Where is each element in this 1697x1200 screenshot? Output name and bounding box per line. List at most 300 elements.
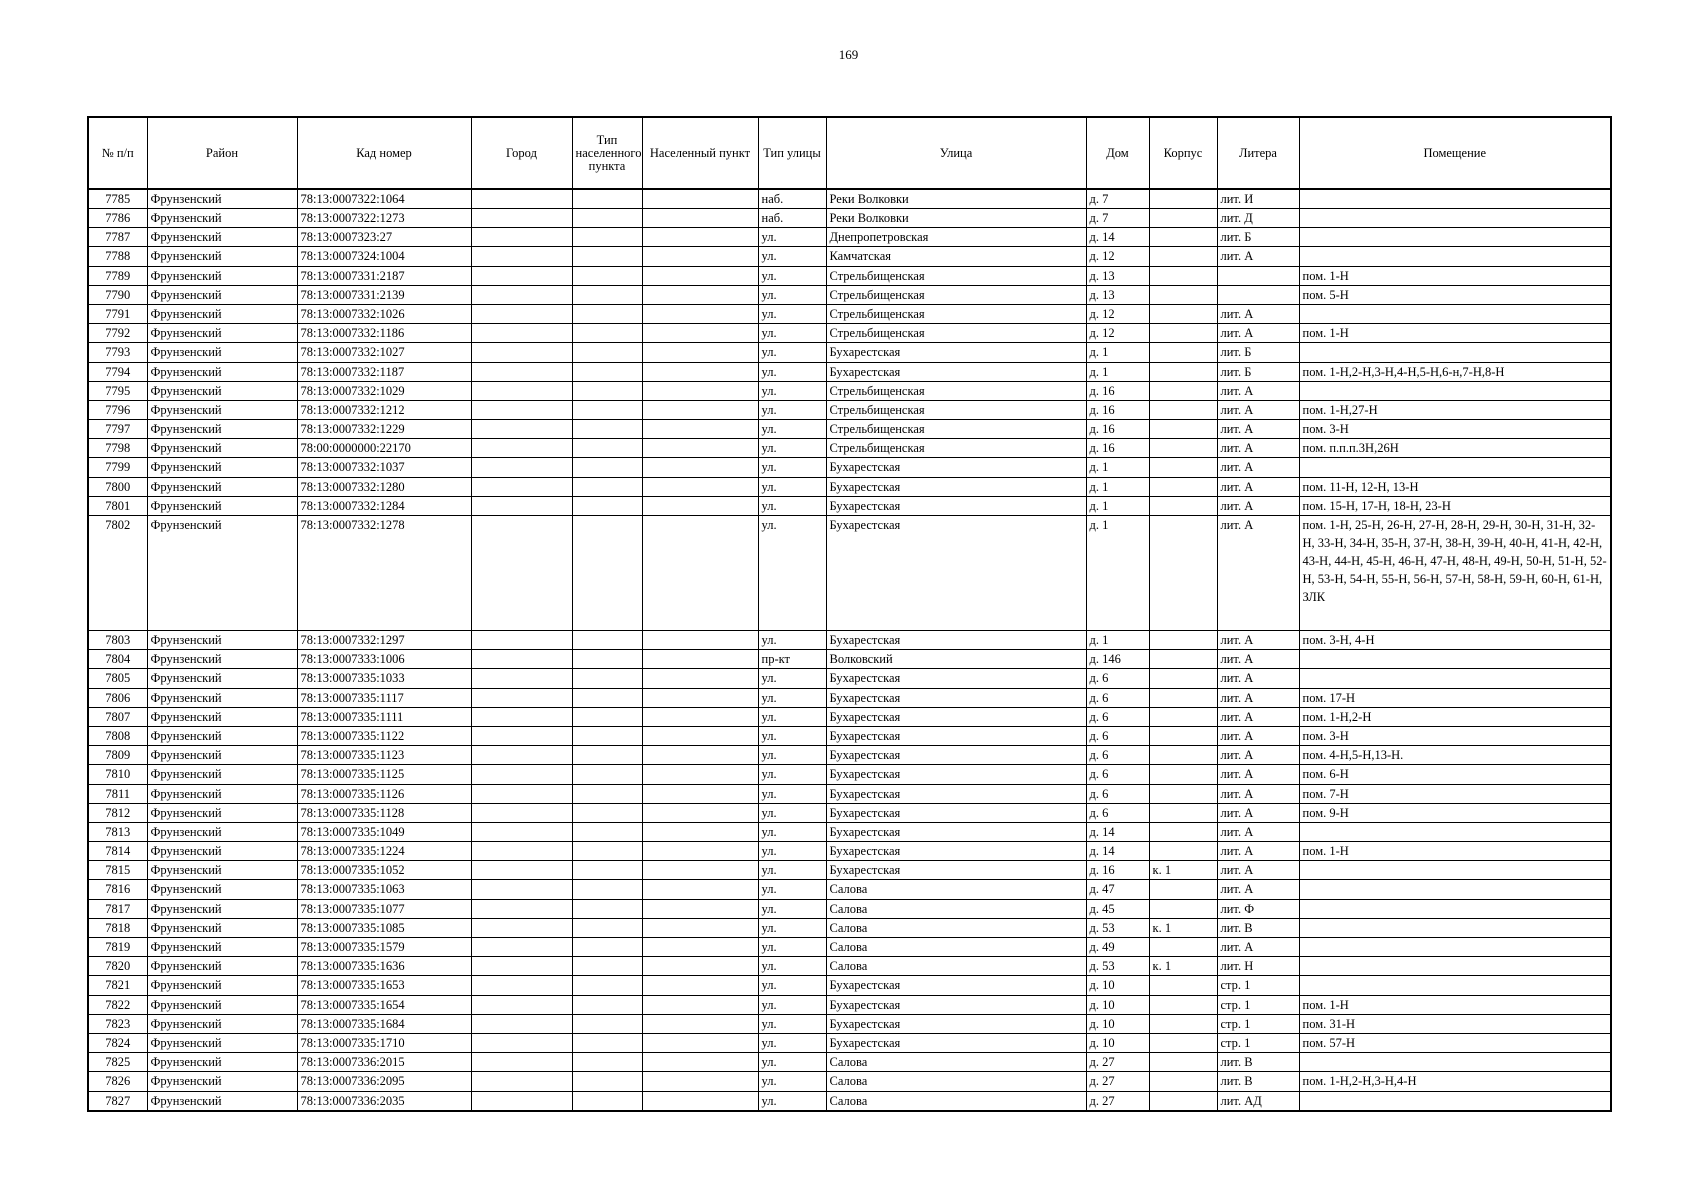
cell-house: д. 45 — [1086, 899, 1149, 918]
cell-city — [471, 420, 572, 439]
cell-street: Бухарестская — [826, 995, 1086, 1014]
cell-city — [471, 707, 572, 726]
cell-district: Фрунзенский — [147, 400, 297, 419]
cell-house: д. 6 — [1086, 688, 1149, 707]
cell-settlement — [642, 746, 758, 765]
cell-district: Фрунзенский — [147, 209, 297, 228]
table-row — [88, 477, 1611, 496]
cell-cadastral-number: 78:13:0007335:1052 — [297, 861, 471, 880]
cell-city — [471, 957, 572, 976]
cell-number: 7810 — [88, 765, 147, 784]
cell-cadastral-number: 78:13:0007335:1033 — [297, 669, 471, 688]
cell-cadastral-number: 78:13:0007332:1029 — [297, 381, 471, 400]
cell-premises — [1299, 1053, 1611, 1072]
cell-building — [1149, 496, 1217, 515]
cell-premises — [1299, 304, 1611, 323]
cell-building — [1149, 228, 1217, 247]
cell-cadastral-number: 78:00:0000000:22170 — [297, 439, 471, 458]
cell-number: 7800 — [88, 477, 147, 496]
cell-number: 7816 — [88, 880, 147, 899]
cell-street-type: наб. — [758, 189, 826, 209]
table-row — [88, 707, 1611, 726]
cell-city — [471, 803, 572, 822]
table-row — [88, 957, 1611, 976]
column-header-letter: Литера — [1217, 117, 1299, 189]
cell-settlement — [642, 995, 758, 1014]
cell-premises: пом. 7-Н — [1299, 784, 1611, 803]
table-row — [88, 381, 1611, 400]
cell-street: Реки Волковки — [826, 189, 1086, 209]
cell-settlement-type — [572, 381, 642, 400]
cell-city — [471, 899, 572, 918]
cell-district: Фрунзенский — [147, 189, 297, 209]
cell-number: 7789 — [88, 266, 147, 285]
cell-district: Фрунзенский — [147, 228, 297, 247]
cell-city — [471, 976, 572, 995]
cell-cadastral-number: 78:13:0007335:1123 — [297, 746, 471, 765]
cell-street-type: ул. — [758, 899, 826, 918]
cell-number: 7793 — [88, 343, 147, 362]
cell-city — [471, 726, 572, 745]
cell-house: д. 16 — [1086, 381, 1149, 400]
table-row — [88, 803, 1611, 822]
cell-premises: пом. 9-Н — [1299, 803, 1611, 822]
table-row — [88, 285, 1611, 304]
table-row — [88, 1014, 1611, 1033]
cell-building — [1149, 362, 1217, 381]
cell-street: Бухарестская — [826, 726, 1086, 745]
cell-settlement-type — [572, 880, 642, 899]
cell-city — [471, 995, 572, 1014]
table-row — [88, 324, 1611, 343]
cell-premises: пом. 1-Н,2-Н,3-Н,4-Н,5-Н,6-н,7-Н,8-Н — [1299, 362, 1611, 381]
cell-street: Бухарестская — [826, 458, 1086, 477]
cell-settlement-type — [572, 1014, 642, 1033]
cell-settlement — [642, 343, 758, 362]
cell-street-type: ул. — [758, 803, 826, 822]
cell-number: 7820 — [88, 957, 147, 976]
cell-street-type: ул. — [758, 669, 826, 688]
cell-street-type: ул. — [758, 822, 826, 841]
cell-cadastral-number: 78:13:0007332:1187 — [297, 362, 471, 381]
cell-city — [471, 209, 572, 228]
cell-settlement-type — [572, 822, 642, 841]
cell-letter: лит. А — [1217, 458, 1299, 477]
cell-district: Фрунзенский — [147, 880, 297, 899]
cell-district: Фрунзенский — [147, 496, 297, 515]
cell-number: 7807 — [88, 707, 147, 726]
table-row — [88, 861, 1611, 880]
cell-settlement — [642, 362, 758, 381]
cell-city — [471, 496, 572, 515]
cell-number: 7825 — [88, 1053, 147, 1072]
table-row — [88, 343, 1611, 362]
cell-street: Салова — [826, 1091, 1086, 1111]
cell-street: Волковский — [826, 650, 1086, 669]
cell-street-type: наб. — [758, 209, 826, 228]
cell-house: д. 47 — [1086, 880, 1149, 899]
cell-city — [471, 631, 572, 650]
cell-house: д. 146 — [1086, 650, 1149, 669]
cell-district: Фрунзенский — [147, 266, 297, 285]
cell-house: д. 10 — [1086, 1014, 1149, 1033]
cell-settlement-type — [572, 995, 642, 1014]
cell-street-type: ул. — [758, 861, 826, 880]
cell-premises — [1299, 458, 1611, 477]
cell-settlement — [642, 516, 758, 631]
cell-premises: пом. 1-Н — [1299, 842, 1611, 861]
cell-number: 7818 — [88, 918, 147, 937]
cell-house: д. 53 — [1086, 957, 1149, 976]
cell-street-type: ул. — [758, 842, 826, 861]
cell-street: Бухарестская — [826, 765, 1086, 784]
cell-district: Фрунзенский — [147, 746, 297, 765]
cell-settlement — [642, 285, 758, 304]
cell-settlement-type — [572, 285, 642, 304]
cell-settlement-type — [572, 209, 642, 228]
cell-building — [1149, 1014, 1217, 1033]
cell-letter: лит. А — [1217, 247, 1299, 266]
table-row — [88, 650, 1611, 669]
cell-district: Фрунзенский — [147, 343, 297, 362]
cell-building — [1149, 669, 1217, 688]
cell-street-type: ул. — [758, 784, 826, 803]
cell-city — [471, 458, 572, 477]
cell-street: Бухарестская — [826, 516, 1086, 631]
column-header-building: Корпус — [1149, 117, 1217, 189]
cell-number: 7809 — [88, 746, 147, 765]
cell-premises — [1299, 880, 1611, 899]
cell-building — [1149, 765, 1217, 784]
cell-number: 7811 — [88, 784, 147, 803]
table-row — [88, 266, 1611, 285]
cell-letter: лит. А — [1217, 304, 1299, 323]
cell-house: д. 1 — [1086, 516, 1149, 631]
cell-building — [1149, 784, 1217, 803]
cell-city — [471, 324, 572, 343]
cell-city — [471, 1091, 572, 1111]
cell-premises: пом. 15-Н, 17-Н, 18-Н, 23-Н — [1299, 496, 1611, 515]
cell-street-type: ул. — [758, 918, 826, 937]
cell-letter: лит. А — [1217, 516, 1299, 631]
cell-house: д. 53 — [1086, 918, 1149, 937]
column-header-cadastral-number: Кад номер — [297, 117, 471, 189]
table-row — [88, 304, 1611, 323]
cell-settlement-type — [572, 765, 642, 784]
cell-letter: лит. А — [1217, 938, 1299, 957]
cell-city — [471, 477, 572, 496]
cell-cadastral-number: 78:13:0007335:1125 — [297, 765, 471, 784]
cell-street-type: пр-кт — [758, 650, 826, 669]
cell-number: 7788 — [88, 247, 147, 266]
cell-district: Фрунзенский — [147, 726, 297, 745]
cell-house: д. 1 — [1086, 496, 1149, 515]
cell-settlement — [642, 650, 758, 669]
cell-letter: лит. А — [1217, 746, 1299, 765]
cell-premises — [1299, 938, 1611, 957]
cell-street: Бухарестская — [826, 343, 1086, 362]
cell-street-type: ул. — [758, 324, 826, 343]
cell-settlement — [642, 976, 758, 995]
cell-city — [471, 304, 572, 323]
cell-settlement-type — [572, 324, 642, 343]
cell-letter: лит. А — [1217, 861, 1299, 880]
cell-settlement — [642, 439, 758, 458]
cell-settlement — [642, 880, 758, 899]
cell-letter: лит. А — [1217, 803, 1299, 822]
cell-district: Фрунзенский — [147, 784, 297, 803]
cell-letter: лит. А — [1217, 688, 1299, 707]
cell-settlement — [642, 688, 758, 707]
cell-settlement — [642, 228, 758, 247]
cell-premises: пом. 1-Н,2-Н,3-Н,4-Н — [1299, 1072, 1611, 1091]
table-row — [88, 420, 1611, 439]
cell-city — [471, 343, 572, 362]
cell-building — [1149, 343, 1217, 362]
cell-settlement-type — [572, 189, 642, 209]
cell-street-type: ул. — [758, 420, 826, 439]
cell-settlement-type — [572, 861, 642, 880]
cell-district: Фрунзенский — [147, 1014, 297, 1033]
cell-city — [471, 228, 572, 247]
cell-number: 7815 — [88, 861, 147, 880]
cell-city — [471, 516, 572, 631]
cell-number: 7796 — [88, 400, 147, 419]
cell-letter: лит. Н — [1217, 957, 1299, 976]
cell-district: Фрунзенский — [147, 918, 297, 937]
cell-building: к. 1 — [1149, 918, 1217, 937]
cell-cadastral-number: 78:13:0007333:1006 — [297, 650, 471, 669]
cell-number: 7790 — [88, 285, 147, 304]
cell-settlement-type — [572, 477, 642, 496]
cell-premises — [1299, 976, 1611, 995]
cell-district: Фрунзенский — [147, 803, 297, 822]
cell-street: Бухарестская — [826, 631, 1086, 650]
cell-house: д. 27 — [1086, 1091, 1149, 1111]
cell-settlement-type — [572, 784, 642, 803]
table-row — [88, 1053, 1611, 1072]
cell-premises: пом. 1-Н — [1299, 266, 1611, 285]
cell-building — [1149, 726, 1217, 745]
cell-number: 7822 — [88, 995, 147, 1014]
cell-city — [471, 650, 572, 669]
cell-number: 7805 — [88, 669, 147, 688]
cell-letter: лит. А — [1217, 842, 1299, 861]
cell-settlement-type — [572, 1072, 642, 1091]
cell-street-type: ул. — [758, 938, 826, 957]
cell-house: д. 14 — [1086, 842, 1149, 861]
cell-street-type: ул. — [758, 746, 826, 765]
cell-house: д. 7 — [1086, 189, 1149, 209]
cell-settlement-type — [572, 746, 642, 765]
cell-premises: пом. 3-Н, 4-Н — [1299, 631, 1611, 650]
cell-settlement-type — [572, 304, 642, 323]
cell-letter: лит. А — [1217, 381, 1299, 400]
cell-district: Фрунзенский — [147, 957, 297, 976]
cell-street: Стрельбищенская — [826, 400, 1086, 419]
cell-house: д. 6 — [1086, 784, 1149, 803]
cell-settlement — [642, 1072, 758, 1091]
cell-premises: пом. 1-Н — [1299, 995, 1611, 1014]
cell-street-type: ул. — [758, 496, 826, 515]
cell-building — [1149, 266, 1217, 285]
cell-premises — [1299, 861, 1611, 880]
cell-number: 7802 — [88, 516, 147, 631]
cell-building — [1149, 1091, 1217, 1111]
cell-number: 7797 — [88, 420, 147, 439]
cell-settlement-type — [572, 899, 642, 918]
cell-street-type: ул. — [758, 247, 826, 266]
cell-letter: стр. 1 — [1217, 976, 1299, 995]
cell-cadastral-number: 78:13:0007331:2187 — [297, 266, 471, 285]
cell-premises: пом. 1-Н,2-Н — [1299, 707, 1611, 726]
cell-city — [471, 362, 572, 381]
cell-settlement-type — [572, 650, 642, 669]
cell-street-type: ул. — [758, 1033, 826, 1052]
cell-street: Днепропетровская — [826, 228, 1086, 247]
cell-settlement-type — [572, 688, 642, 707]
cell-district: Фрунзенский — [147, 477, 297, 496]
cell-letter: лит. А — [1217, 496, 1299, 515]
cell-building: к. 1 — [1149, 861, 1217, 880]
cell-number: 7812 — [88, 803, 147, 822]
cell-street-type: ул. — [758, 995, 826, 1014]
cell-premises — [1299, 209, 1611, 228]
cell-cadastral-number: 78:13:0007335:1654 — [297, 995, 471, 1014]
cell-house: д. 6 — [1086, 726, 1149, 745]
cell-city — [471, 822, 572, 841]
cell-settlement-type — [572, 631, 642, 650]
cell-street-type: ул. — [758, 400, 826, 419]
cell-number: 7827 — [88, 1091, 147, 1111]
cell-number: 7821 — [88, 976, 147, 995]
cell-settlement — [642, 304, 758, 323]
cell-settlement-type — [572, 957, 642, 976]
cell-settlement — [642, 400, 758, 419]
cell-building — [1149, 458, 1217, 477]
cell-letter: лит. А — [1217, 669, 1299, 688]
cell-number: 7823 — [88, 1014, 147, 1033]
table-row — [88, 746, 1611, 765]
cell-building — [1149, 324, 1217, 343]
cell-cadastral-number: 78:13:0007335:1063 — [297, 880, 471, 899]
cell-house: д. 27 — [1086, 1053, 1149, 1072]
cell-building — [1149, 247, 1217, 266]
cell-settlement — [642, 726, 758, 745]
cell-district: Фрунзенский — [147, 420, 297, 439]
cell-house: д. 6 — [1086, 707, 1149, 726]
cell-building — [1149, 381, 1217, 400]
cell-number: 7794 — [88, 362, 147, 381]
cell-settlement-type — [572, 669, 642, 688]
cell-cadastral-number: 78:13:0007332:1027 — [297, 343, 471, 362]
cell-house: д. 27 — [1086, 1072, 1149, 1091]
cell-street: Бухарестская — [826, 822, 1086, 841]
cell-street: Салова — [826, 1072, 1086, 1091]
cell-house: д. 1 — [1086, 631, 1149, 650]
cell-number: 7791 — [88, 304, 147, 323]
cell-premises: пом. 17-Н — [1299, 688, 1611, 707]
cell-settlement — [642, 247, 758, 266]
cell-building — [1149, 1033, 1217, 1052]
cell-premises — [1299, 899, 1611, 918]
cell-house: д. 16 — [1086, 439, 1149, 458]
cell-street-type: ул. — [758, 458, 826, 477]
cell-settlement — [642, 842, 758, 861]
cell-city — [471, 247, 572, 266]
cell-building — [1149, 688, 1217, 707]
column-header-settlement-type: Тип населенного пункта — [572, 117, 642, 189]
cell-street: Салова — [826, 918, 1086, 937]
cell-street: Бухарестская — [826, 784, 1086, 803]
cell-house: д. 6 — [1086, 765, 1149, 784]
cell-letter: лит. Д — [1217, 209, 1299, 228]
table-row — [88, 1033, 1611, 1052]
cell-city — [471, 285, 572, 304]
cell-building — [1149, 880, 1217, 899]
cell-house: д. 12 — [1086, 247, 1149, 266]
cell-letter: лит. А — [1217, 477, 1299, 496]
cell-settlement-type — [572, 707, 642, 726]
cell-settlement-type — [572, 1053, 642, 1072]
cell-letter: лит. А — [1217, 324, 1299, 343]
cell-street: Стрельбищенская — [826, 439, 1086, 458]
cell-settlement — [642, 784, 758, 803]
cell-settlement-type — [572, 496, 642, 515]
table-row — [88, 247, 1611, 266]
cell-cadastral-number: 78:13:0007335:1126 — [297, 784, 471, 803]
cell-district: Фрунзенский — [147, 516, 297, 631]
cell-number: 7799 — [88, 458, 147, 477]
cell-cadastral-number: 78:13:0007336:2035 — [297, 1091, 471, 1111]
cell-street: Стрельбищенская — [826, 304, 1086, 323]
cell-building — [1149, 650, 1217, 669]
cell-district: Фрунзенский — [147, 765, 297, 784]
table-row — [88, 688, 1611, 707]
cell-district: Фрунзенский — [147, 458, 297, 477]
column-header-street: Улица — [826, 117, 1086, 189]
cell-building — [1149, 477, 1217, 496]
cell-settlement — [642, 803, 758, 822]
cell-district: Фрунзенский — [147, 285, 297, 304]
cell-street: Бухарестская — [826, 477, 1086, 496]
table-row — [88, 976, 1611, 995]
table-row — [88, 458, 1611, 477]
cell-cadastral-number: 78:13:0007332:1229 — [297, 420, 471, 439]
cell-premises — [1299, 957, 1611, 976]
cell-number: 7798 — [88, 439, 147, 458]
cell-settlement-type — [572, 918, 642, 937]
cell-street: Бухарестская — [826, 1014, 1086, 1033]
cell-building: к. 1 — [1149, 957, 1217, 976]
cell-house: д. 1 — [1086, 362, 1149, 381]
cell-premises: пом. 5-Н — [1299, 285, 1611, 304]
cell-district: Фрунзенский — [147, 362, 297, 381]
cell-city — [471, 1014, 572, 1033]
cell-number: 7786 — [88, 209, 147, 228]
cell-number: 7826 — [88, 1072, 147, 1091]
table-row — [88, 880, 1611, 899]
cell-building — [1149, 400, 1217, 419]
cell-premises — [1299, 918, 1611, 937]
cell-street: Стрельбищенская — [826, 266, 1086, 285]
cell-house: д. 12 — [1086, 304, 1149, 323]
cell-settlement — [642, 266, 758, 285]
cell-district: Фрунзенский — [147, 707, 297, 726]
cell-house: д. 16 — [1086, 400, 1149, 419]
cell-street-type: ул. — [758, 880, 826, 899]
cell-district: Фрунзенский — [147, 861, 297, 880]
